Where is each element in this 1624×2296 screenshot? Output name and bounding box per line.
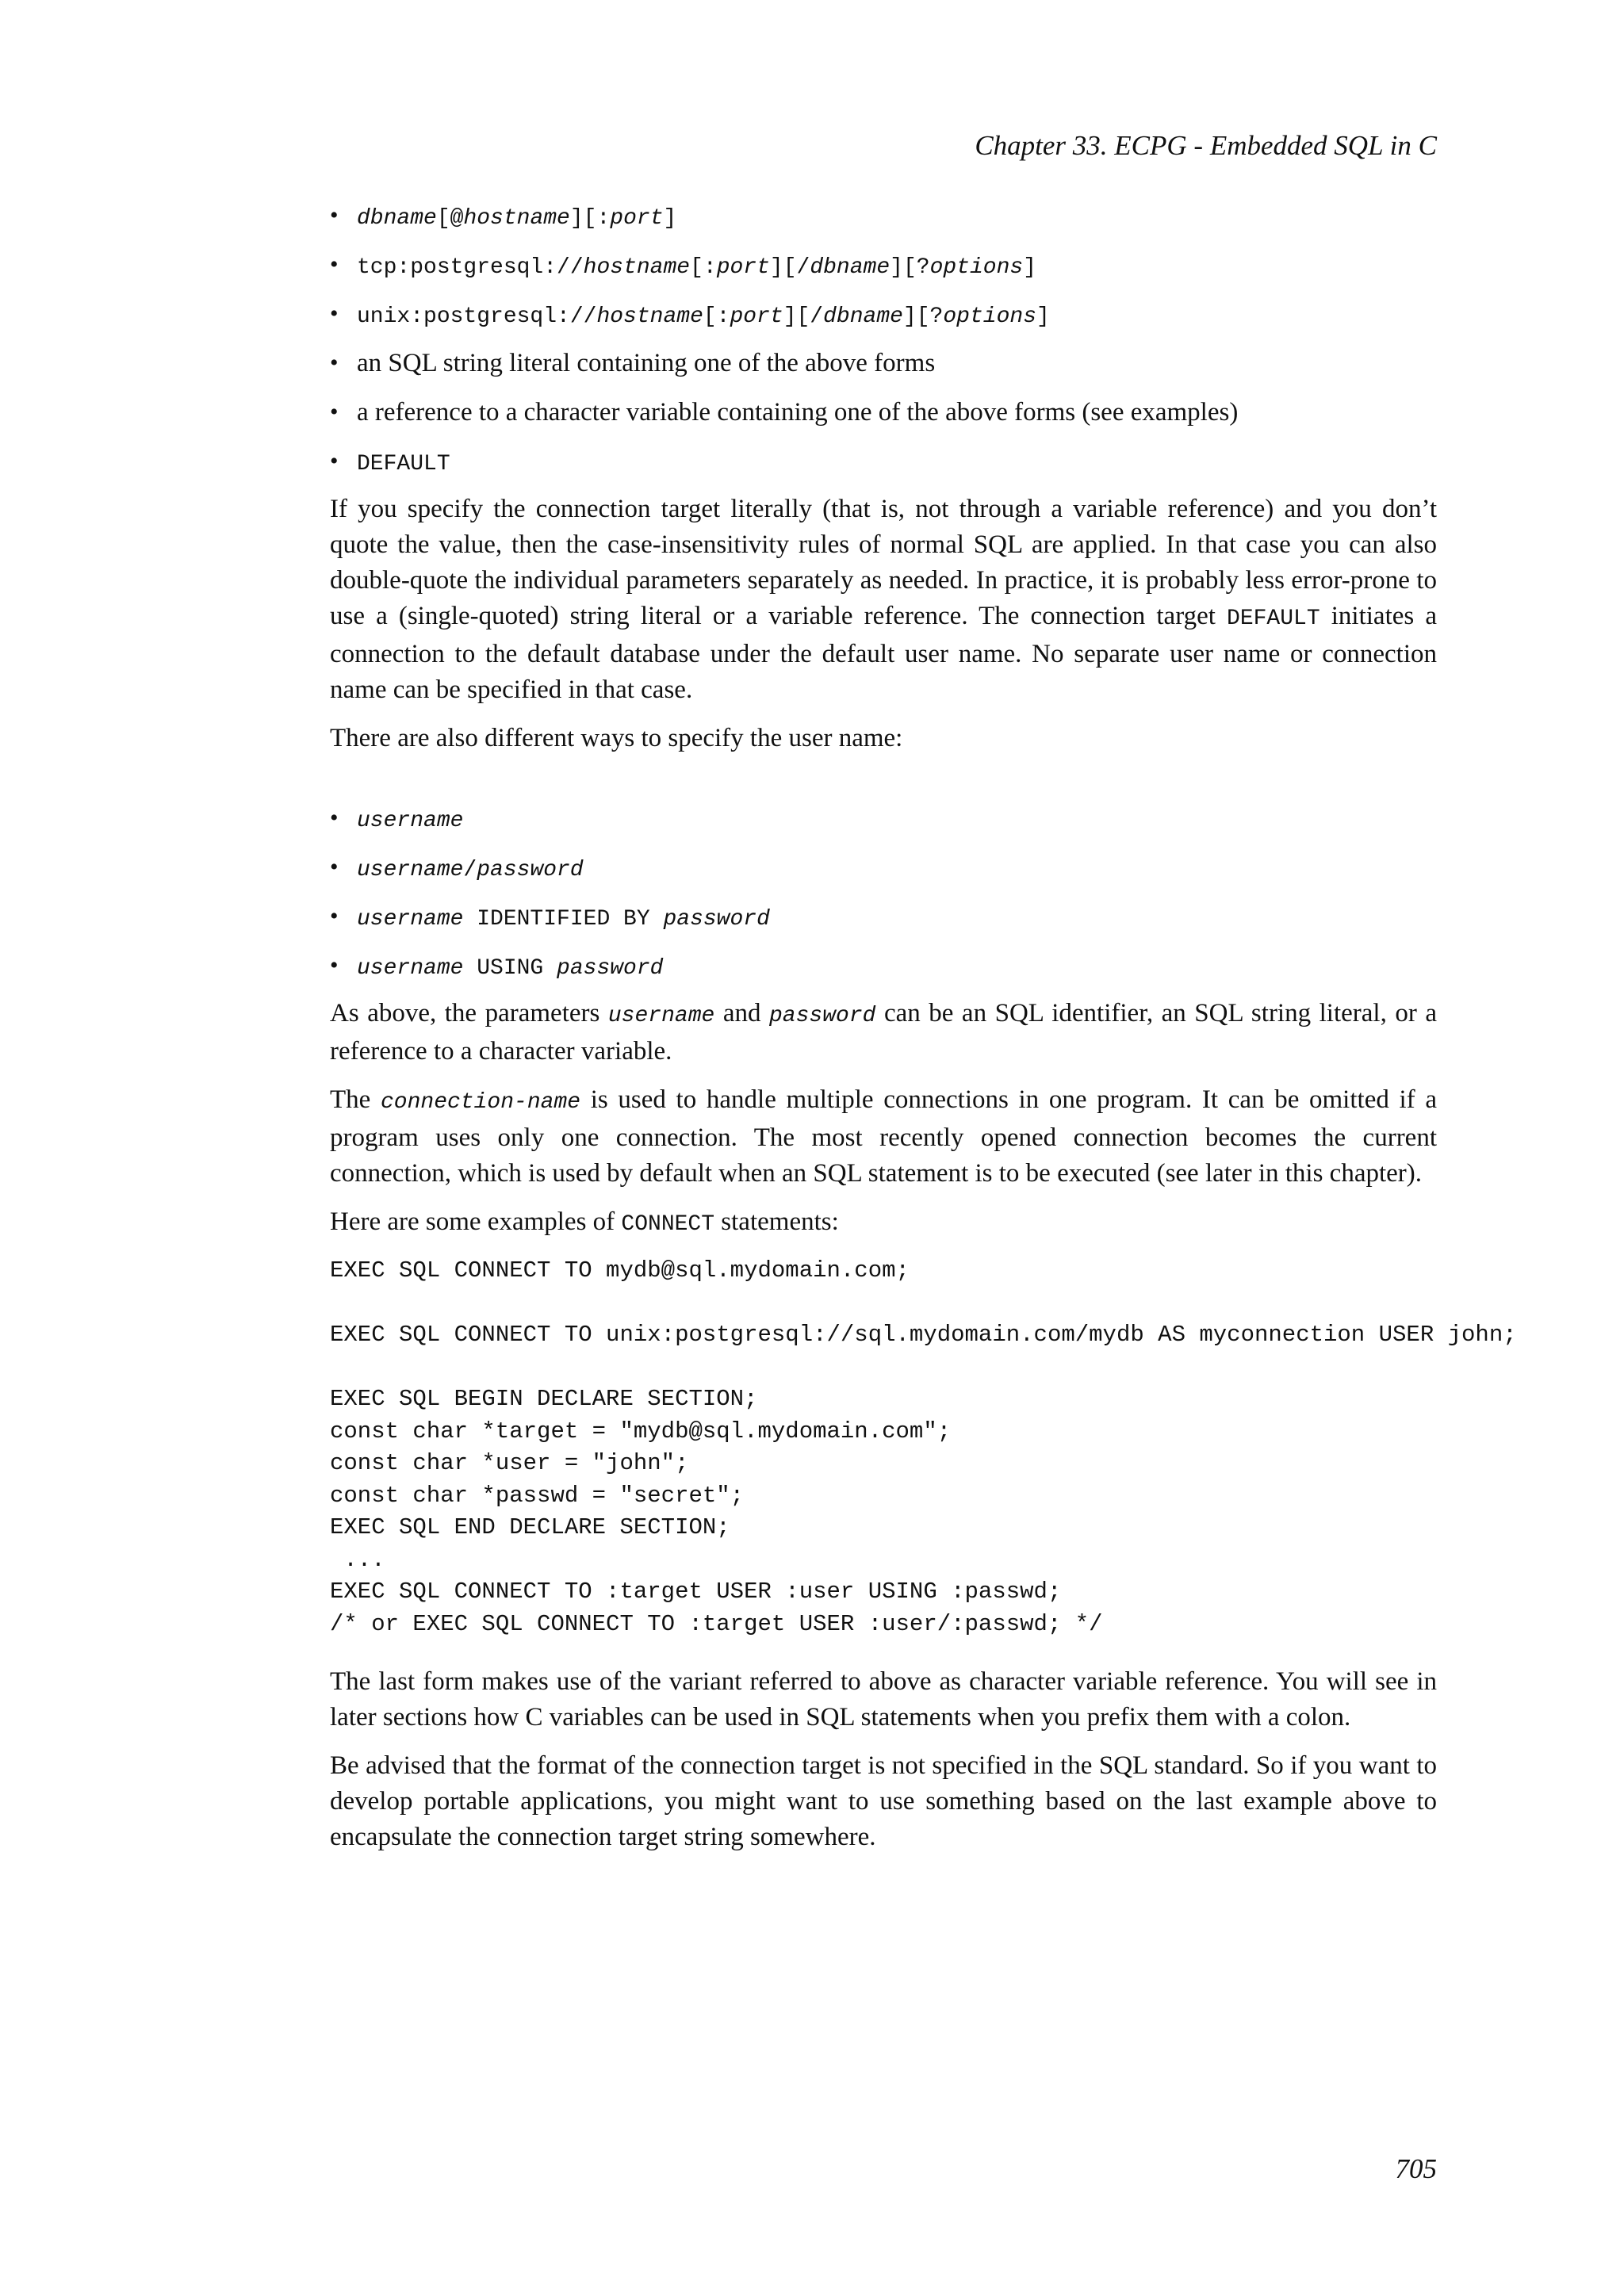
- chapter-header: Chapter 33. ECPG - Embedded SQL in C: [975, 130, 1437, 161]
- list-item: • dbname[@hostname][:port]: [330, 197, 1437, 246]
- connection-target-list: [330, 197, 1437, 492]
- list-item: • an SQL string literal containing one of the above forms: [330, 344, 1437, 393]
- code-example: [330, 1255, 1517, 1640]
- bullet-icon: •: [330, 448, 339, 474]
- paragraph: If you specify the connection target literally (that is, not through a variable reference) and you don’t quote the value, then the case-insensitivity rules of normal SQL are applied. In that case you can also double-quote the individual parameters separately as needed. In practice, it is probably less error-prone to use a (single-quoted) string literal or a variable reference. The connection target DEFAULT initiates a connection to the default database under the default user name. No separate user name or connection name can be specified in that case.: [330, 495, 1437, 704]
- paragraph: There are also different ways to specify the user name:: [330, 724, 903, 752]
- paragraph: Here are some examples of CONNECT statements:: [330, 1207, 839, 1237]
- paragraph: As above, the parameters username and password can be an SQL identifier, an SQL string literal, or a reference to a character variable.: [330, 999, 1438, 1066]
- bullet-icon: •: [330, 202, 339, 228]
- bullet-icon: •: [330, 300, 339, 327]
- list-item: • username IDENTIFIED BY password: [330, 897, 1437, 947]
- bullet-icon: •: [330, 350, 339, 376]
- list-item: • username/password: [330, 848, 1437, 897]
- page-number: 705: [1395, 2153, 1437, 2184]
- list-item: • DEFAULT: [330, 442, 1437, 492]
- bullet-icon: •: [330, 805, 339, 831]
- paragraph: Be advised that the format of the connection target is not specified in the SQL standard. So if you want to develop portable applications, you might want to use something based on the last example above to encapsulate the connection target string somewhere.: [330, 1751, 1437, 1851]
- bullet-icon: •: [330, 952, 339, 978]
- list-item: • tcp:postgresql://hostname[:port][/dbname][?options]: [330, 246, 1437, 295]
- list-item: • username USING password: [330, 947, 1437, 996]
- user-name-list: [330, 799, 1437, 996]
- bullet-icon: •: [330, 903, 339, 929]
- spacer: [330, 769, 1437, 799]
- page-content: [330, 197, 1517, 1868]
- list-item: • unix:postgresql://hostname[:port][/dbname][?options]: [330, 295, 1437, 344]
- bullet-icon: •: [330, 251, 339, 277]
- code-listing: EXEC SQL CONNECT TO mydb@sql.mydomain.com; EXEC SQL CONNECT TO unix:postgresql://sql.mydomain.com/mydb AS myconnection USER john; EXEC SQL BEGIN DECLARE SECTION; const char *target = "mydb@sql.mydomain.com"; const char *user = "john"; const char *passwd = "secret"; EXEC SQL END DECLARE SECTION; ... EXEC SQL CONNECT TO :target USER :user USING :passwd; /* or EXEC SQL CONNECT TO :target USER :user/:passwd; */: [330, 1257, 1517, 1637]
- paragraph: The connection-name is used to handle multiple connections in one program. It can be omitted if a program uses only one connection. The most recently opened connection becomes the current connection, which is used by default when an SQL statement is to be executed (see later in this chapter).: [330, 1085, 1437, 1188]
- list-item: • username: [330, 799, 1437, 848]
- bullet-icon: •: [330, 854, 339, 880]
- bullet-icon: •: [330, 399, 339, 425]
- paragraph: The last form makes use of the variant referred to above as character variable reference. You will see in later sections how C variables can be used in SQL statements when you prefix them with a colon.: [330, 1667, 1437, 1732]
- list-item: • a reference to a character variable containing one of the above forms (see examples): [330, 393, 1437, 442]
